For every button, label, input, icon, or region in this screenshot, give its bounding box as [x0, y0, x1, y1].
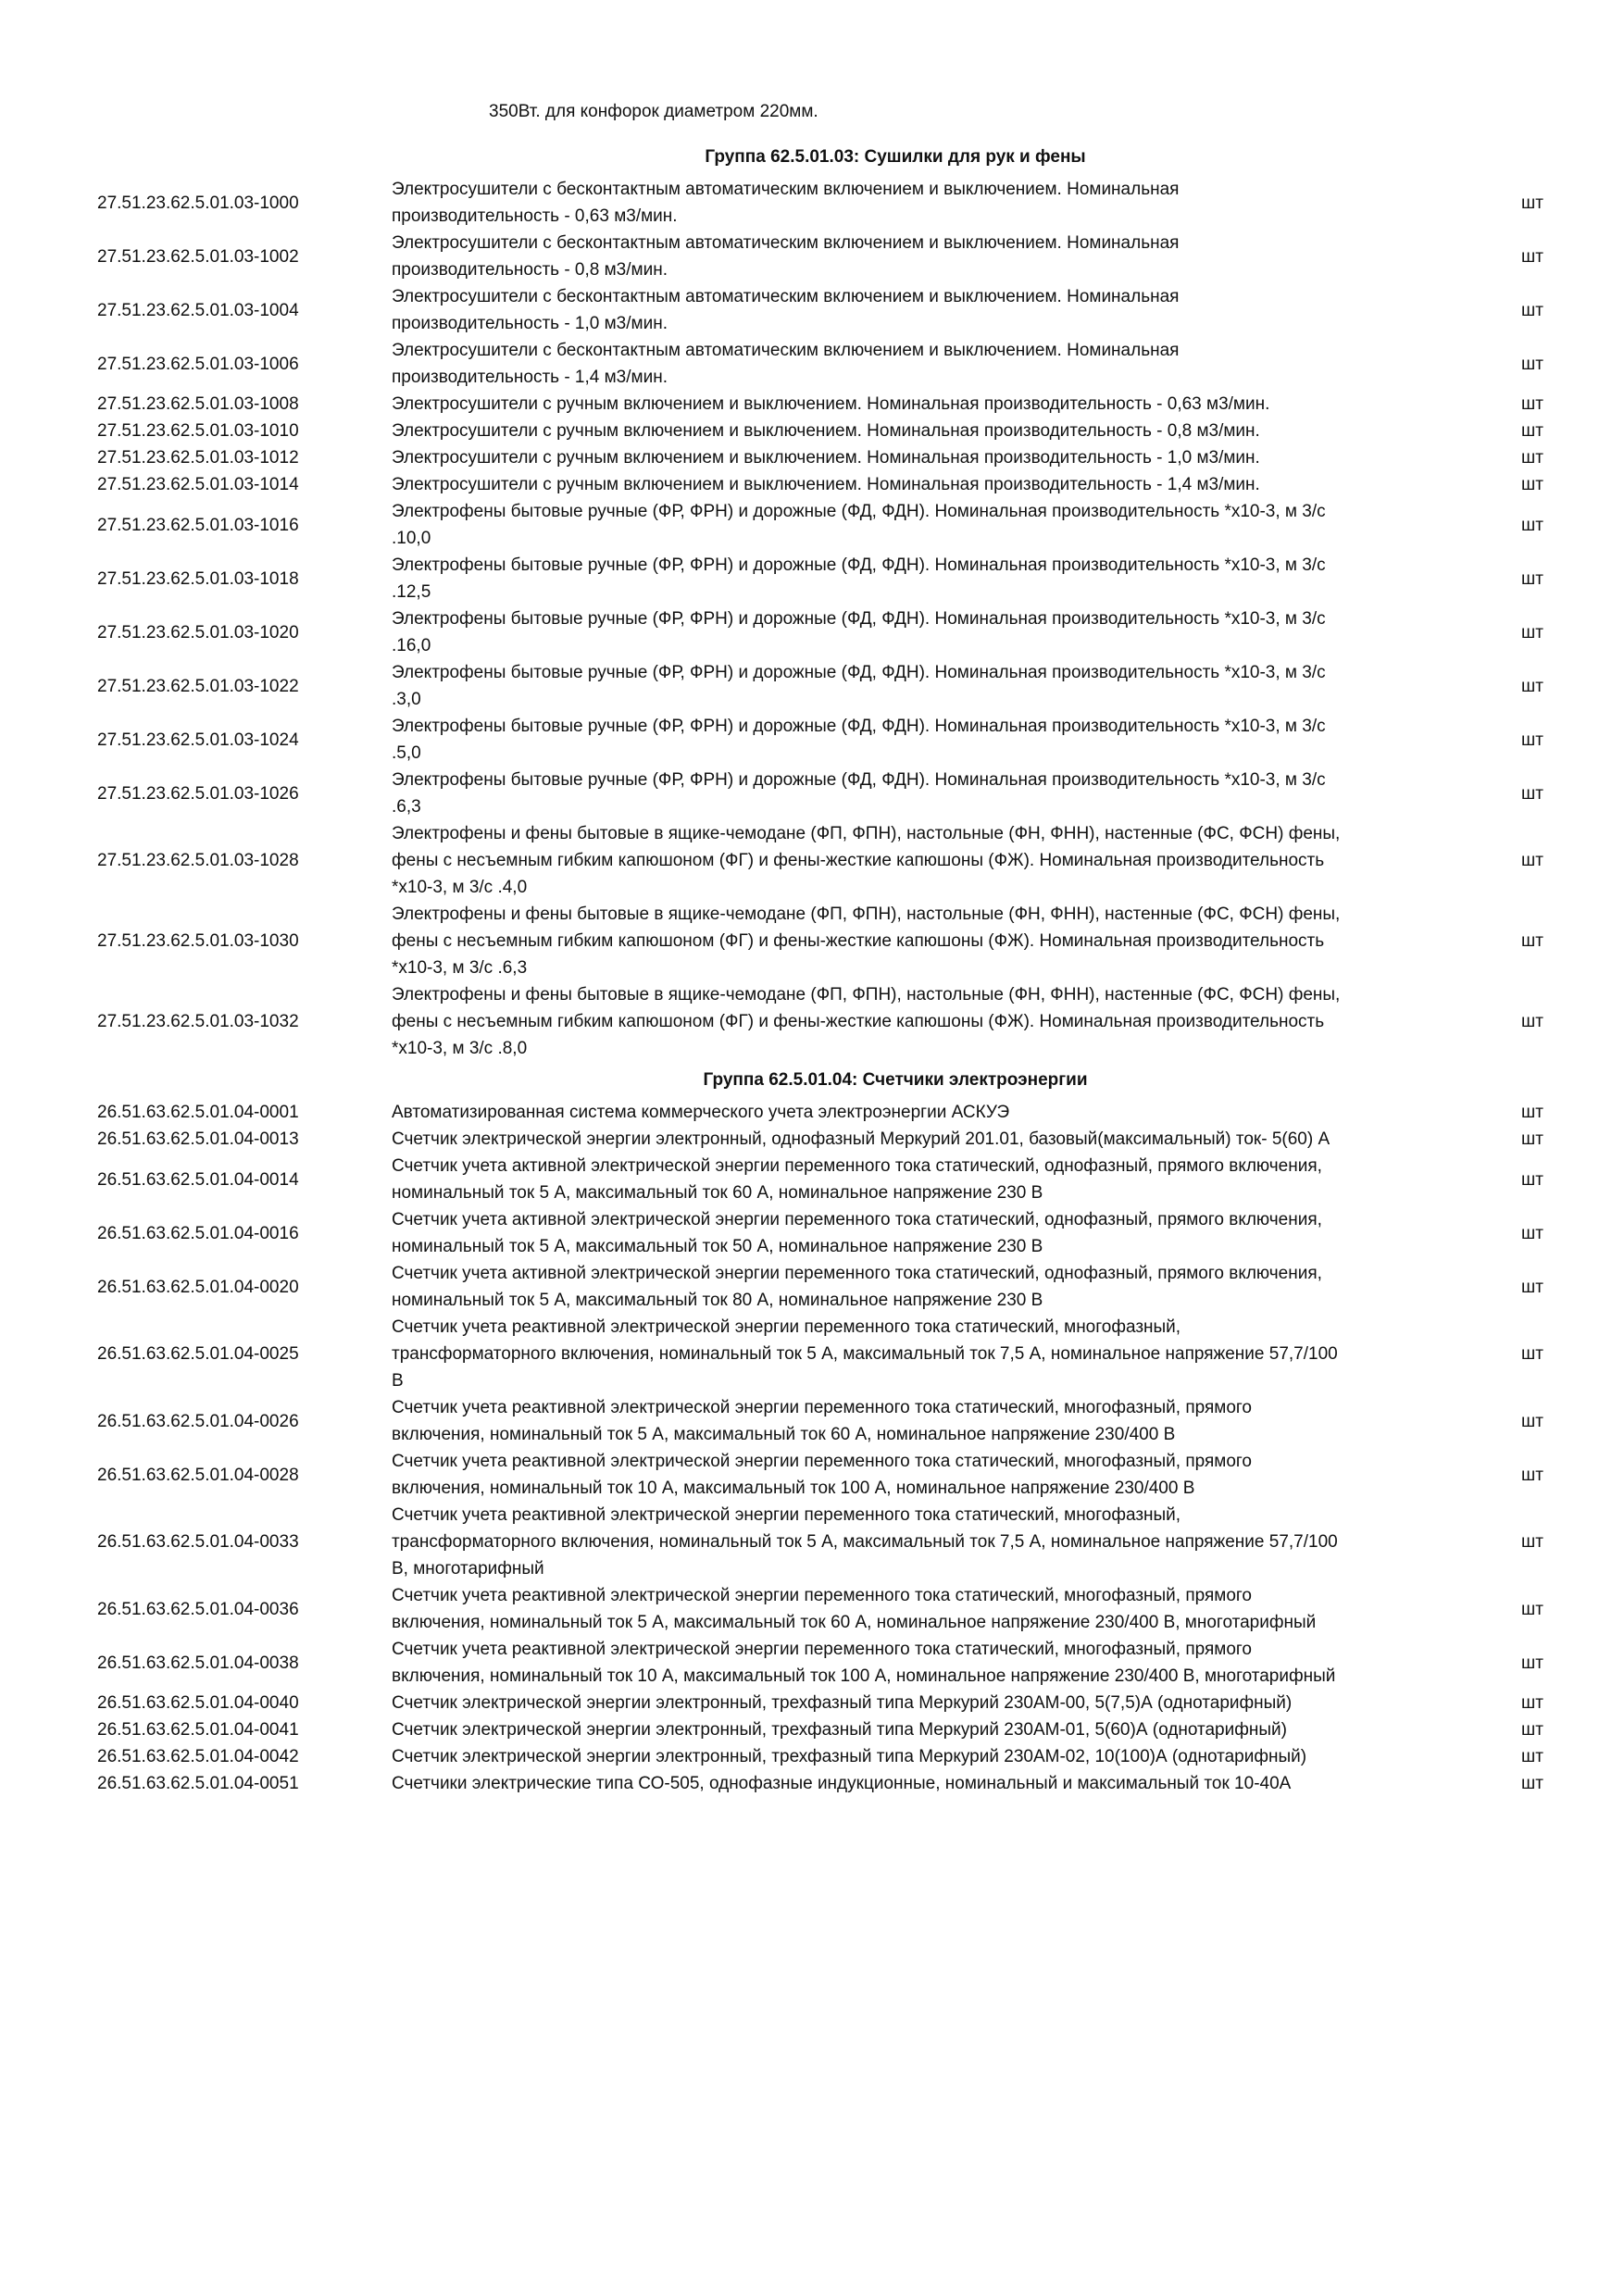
table-row: [0, 283, 1624, 337]
item-description: Счетчик электрической энергии электронный, трехфазный типа Меркурий 230АМ-00, 5(7,5)А (однотарифный): [392, 1693, 1293, 1713]
item-unit: шт: [1521, 1103, 1543, 1122]
table-row: [0, 1582, 1624, 1636]
table-row: [0, 1206, 1624, 1260]
item-code: 26.51.63.62.5.01.04-0016: [97, 1223, 299, 1243]
table-row: [0, 713, 1624, 767]
table-row: [0, 552, 1624, 605]
table-row: [0, 391, 1624, 418]
item-unit: шт: [1521, 568, 1543, 589]
item-code: 27.51.23.62.5.01.03-1002: [97, 246, 299, 267]
item-unit: шт: [1521, 448, 1543, 468]
table-row: [0, 230, 1624, 283]
table-row: [0, 1126, 1624, 1153]
item-description: Электросушители с ручным включением и выключением. Номинальная производительность - 0,8 м3/мин.: [392, 421, 1260, 441]
item-unit: шт: [1521, 676, 1543, 696]
item-description: Электрофены бытовые ручные (ФР, ФРН) и дорожные (ФД, ФДН). Номинальная производительность *х10-3, м 3/с .12,5: [392, 555, 1326, 602]
item-description: Счетчик учета реактивной электрической энергии переменного тока статический, многофазный, трансформаторного включения, номинальный ток 5 А, максимальный ток 7,5 А, номинальное напряжение 57,7/100 В: [392, 1317, 1338, 1391]
item-unit: шт: [1521, 730, 1543, 750]
item-code: 27.51.23.62.5.01.03-1018: [97, 568, 299, 589]
item-code: 26.51.63.62.5.01.04-0033: [97, 1532, 299, 1552]
item-description: Электрофены и фены бытовые в ящике-чемодане (ФП, ФПН), настольные (ФН, ФНН), настенные (ФС, ФСН) фены, фены с несъемным гибким капюшоном (ФГ) и фены-жесткие капюшоны (ФЖ). Номинальная производительность *х10-3, м 3/с .8,0: [392, 985, 1341, 1058]
group-header: Группа 62.5.01.03: Сушилки для рук и фены: [705, 147, 1086, 167]
item-code: 26.51.63.62.5.01.04-0026: [97, 1411, 299, 1431]
item-description: Счетчик электрической энергии электронный, трехфазный типа Меркурий 230АМ-01, 5(60)А (однотарифный): [392, 1720, 1287, 1740]
item-description: Автоматизированная система коммерческого учета электроэнергии АСКУЭ: [392, 1103, 1010, 1122]
table-row: [0, 605, 1624, 659]
item-code: 26.51.63.62.5.01.04-0040: [97, 1693, 299, 1713]
table-row: [0, 176, 1624, 230]
table-row: [0, 659, 1624, 713]
table-row: [0, 1394, 1624, 1448]
item-description: Электросушители с бесконтактным автоматическим включением и выключением. Номинальная производительность - 1,0 м3/мин.: [392, 287, 1180, 333]
item-description: Счетчики электрические типа СО-505, однофазные индукционные, номинальный и максимальный ток 10-40А: [392, 1774, 1292, 1793]
item-code: 27.51.23.62.5.01.03-1010: [97, 421, 299, 441]
table-row: [0, 1153, 1624, 1206]
item-unit: шт: [1521, 1411, 1543, 1431]
item-code: 27.51.23.62.5.01.03-1012: [97, 448, 299, 468]
item-description: Счетчик учета реактивной электрической энергии переменного тока статический, многофазный, прямого включения, номинальный ток 10 А, максимальный ток 100 А, номинальное напряжение 230/400 В: [392, 1452, 1252, 1498]
item-unit: шт: [1521, 475, 1543, 494]
item-unit: шт: [1521, 1223, 1543, 1243]
item-code: 27.51.23.62.5.01.03-1032: [97, 1012, 299, 1031]
item-code: 26.51.63.62.5.01.04-0025: [97, 1344, 299, 1364]
table-row: [0, 1260, 1624, 1314]
table-row: [0, 1716, 1624, 1743]
item-unit: шт: [1521, 1693, 1543, 1713]
item-code: 26.51.63.62.5.01.04-0051: [97, 1774, 299, 1793]
item-unit: шт: [1521, 1169, 1543, 1190]
item-code: 27.51.23.62.5.01.03-1022: [97, 676, 299, 696]
item-unit: шт: [1521, 1532, 1543, 1552]
table-row: [0, 498, 1624, 552]
item-unit: шт: [1521, 1129, 1543, 1149]
item-unit: шт: [1521, 1599, 1543, 1619]
table-row: [0, 1636, 1624, 1690]
item-unit: шт: [1521, 300, 1543, 320]
item-description: Счетчик электрической энергии электронный, трехфазный типа Меркурий 230АМ-02, 10(100)А (однотарифный): [392, 1747, 1307, 1766]
item-description: Счетчик учета реактивной электрической энергии переменного тока статический, многофазный, прямого включения, номинальный ток 10 А, максимальный ток 100 А, номинальное напряжение 230/400 В, многотарифный: [392, 1640, 1336, 1686]
item-code: 26.51.63.62.5.01.04-0014: [97, 1169, 299, 1190]
item-code: 27.51.23.62.5.01.03-1030: [97, 931, 299, 951]
table-row: [0, 820, 1624, 901]
item-unit: шт: [1521, 394, 1543, 414]
item-description: Электрофены бытовые ручные (ФР, ФРН) и дорожные (ФД, ФДН). Номинальная производительность *х10-3, м 3/с .5,0: [392, 717, 1326, 763]
table-row: [0, 444, 1624, 471]
price-table: [0, 139, 1624, 1797]
item-code: 27.51.23.62.5.01.03-1014: [97, 475, 299, 494]
item-code: 26.51.63.62.5.01.04-0038: [97, 1653, 299, 1673]
item-unit: шт: [1521, 1747, 1543, 1766]
item-code: 27.51.23.62.5.01.03-1004: [97, 300, 299, 320]
item-code: 26.51.63.62.5.01.04-0020: [97, 1277, 299, 1297]
item-unit: шт: [1521, 421, 1543, 441]
table-row: [0, 471, 1624, 498]
item-code: 27.51.23.62.5.01.03-1000: [97, 193, 299, 213]
item-code: 26.51.63.62.5.01.04-0041: [97, 1720, 299, 1740]
item-description: Счетчик учета активной электрической энергии переменного тока статический, однофазный, прямого включения, номинальный ток 5 А, максимальный ток 80 А, номинальное напряжение 230 В: [392, 1264, 1322, 1310]
item-description: Счетчик учета реактивной электрической энергии переменного тока статический, многофазный, прямого включения, номинальный ток 5 А, максимальный ток 60 А, номинальное напряжение 230/400 В: [392, 1398, 1252, 1444]
item-unit: шт: [1521, 193, 1543, 213]
item-description: Счетчик электрической энергии электронный, однофазный Меркурий 201.01, базовый(максимальный) ток- 5(60) А: [392, 1129, 1330, 1149]
item-description: Электросушители с бесконтактным автоматическим включением и выключением. Номинальная производительность - 0,63 м3/мин.: [392, 180, 1180, 226]
table-row: [0, 901, 1624, 981]
item-code: 26.51.63.62.5.01.04-0042: [97, 1747, 299, 1766]
item-unit: шт: [1521, 246, 1543, 267]
table-row: [0, 1448, 1624, 1502]
table-row: [0, 1099, 1624, 1126]
item-description: Электросушители с бесконтактным автоматическим включением и выключением. Номинальная производительность - 1,4 м3/мин.: [392, 341, 1180, 387]
item-unit: шт: [1521, 1465, 1543, 1485]
table-row: [0, 767, 1624, 820]
item-code: 26.51.63.62.5.01.04-0013: [97, 1129, 299, 1149]
item-code: 27.51.23.62.5.01.03-1006: [97, 354, 299, 374]
item-code: 27.51.23.62.5.01.03-1028: [97, 851, 299, 870]
item-description: Электрофены и фены бытовые в ящике-чемодане (ФП, ФПН), настольные (ФН, ФНН), настенные (ФС, ФСН) фены, фены с несъемным гибким капюшоном (ФГ) и фены-жесткие капюшоны (ФЖ). Номинальная производительность *х10-3, м 3/с .6,3: [392, 905, 1341, 978]
item-unit: шт: [1521, 783, 1543, 804]
item-unit: шт: [1521, 1653, 1543, 1673]
item-code: 27.51.23.62.5.01.03-1008: [97, 394, 299, 414]
table-row: [0, 1314, 1624, 1394]
item-code: 27.51.23.62.5.01.03-1026: [97, 783, 299, 804]
item-description: Электрофены бытовые ручные (ФР, ФРН) и дорожные (ФД, ФДН). Номинальная производительность *х10-3, м 3/с .10,0: [392, 502, 1326, 548]
item-description: Счетчик учета реактивной электрической энергии переменного тока статический, многофазный, трансформаторного включения, номинальный ток 5 А, максимальный ток 7,5 А, номинальное напряжение 57,7/100 В, многотарифный: [392, 1505, 1338, 1578]
item-code: 27.51.23.62.5.01.03-1024: [97, 730, 299, 750]
item-description: Электросушители с ручным включением и выключением. Номинальная производительность - 0,63 м3/мин.: [392, 394, 1270, 414]
item-unit: шт: [1521, 354, 1543, 374]
item-unit: шт: [1521, 515, 1543, 535]
item-code: 26.51.63.62.5.01.04-0036: [97, 1599, 299, 1619]
table-row: [0, 337, 1624, 391]
table-row: [0, 1502, 1624, 1582]
item-unit: шт: [1521, 1720, 1543, 1740]
item-description: Электросушители с бесконтактным автоматическим включением и выключением. Номинальная производительность - 0,8 м3/мин.: [392, 233, 1180, 280]
item-code: 27.51.23.62.5.01.03-1020: [97, 622, 299, 643]
item-description: Счетчик учета активной электрической энергии переменного тока статический, однофазный, прямого включения, номинальный ток 5 А, максимальный ток 60 А, номинальное напряжение 230 В: [392, 1156, 1322, 1203]
item-unit: шт: [1521, 1344, 1543, 1364]
table-row: [0, 1743, 1624, 1770]
item-description: Электрофены бытовые ручные (ФР, ФРН) и дорожные (ФД, ФДН). Номинальная производительность *х10-3, м 3/с .16,0: [392, 609, 1326, 655]
item-description: Электрофены и фены бытовые в ящике-чемодане (ФП, ФПН), настольные (ФН, ФНН), настенные (ФС, ФСН) фены, фены с несъемным гибким капюшоном (ФГ) и фены-жесткие капюшоны (ФЖ). Номинальная производительность *х10-3, м 3/с .4,0: [392, 824, 1341, 897]
item-unit: шт: [1521, 931, 1543, 951]
item-unit: шт: [1521, 1012, 1543, 1031]
item-description: Электрофены бытовые ручные (ФР, ФРН) и дорожные (ФД, ФДН). Номинальная производительность *х10-3, м 3/с .3,0: [392, 663, 1326, 709]
item-description: Счетчик учета активной электрической энергии переменного тока статический, однофазный, прямого включения, номинальный ток 5 А, максимальный ток 50 А, номинальное напряжение 230 В: [392, 1210, 1322, 1256]
item-unit: шт: [1521, 851, 1543, 870]
item-description: Электрофены бытовые ручные (ФР, ФРН) и дорожные (ФД, ФДН). Номинальная производительность *х10-3, м 3/с .6,3: [392, 770, 1326, 817]
table-row: [0, 1770, 1624, 1797]
item-code: 26.51.63.62.5.01.04-0028: [97, 1465, 299, 1485]
item-unit: шт: [1521, 1774, 1543, 1793]
intro-text: 350Вт. для конфорок диаметром 220мм.: [489, 102, 818, 121]
table-row: [0, 1690, 1624, 1716]
item-code: 27.51.23.62.5.01.03-1016: [97, 515, 299, 535]
item-unit: шт: [1521, 1277, 1543, 1297]
group-header: Группа 62.5.01.04: Счетчики электроэнергии: [703, 1070, 1088, 1090]
table-row: [0, 981, 1624, 1062]
item-description: Электросушители с ручным включением и выключением. Номинальная производительность - 1,4 м3/мин.: [392, 475, 1260, 494]
item-description: Электросушители с ручным включением и выключением. Номинальная производительность - 1,0 м3/мин.: [392, 448, 1260, 468]
item-code: 26.51.63.62.5.01.04-0001: [97, 1103, 299, 1122]
item-unit: шт: [1521, 622, 1543, 643]
item-description: Счетчик учета реактивной электрической энергии переменного тока статический, многофазный, прямого включения, номинальный ток 5 А, максимальный ток 60 А, номинальное напряжение 230/400 В, многотарифный: [392, 1586, 1317, 1632]
table-row: [0, 418, 1624, 444]
